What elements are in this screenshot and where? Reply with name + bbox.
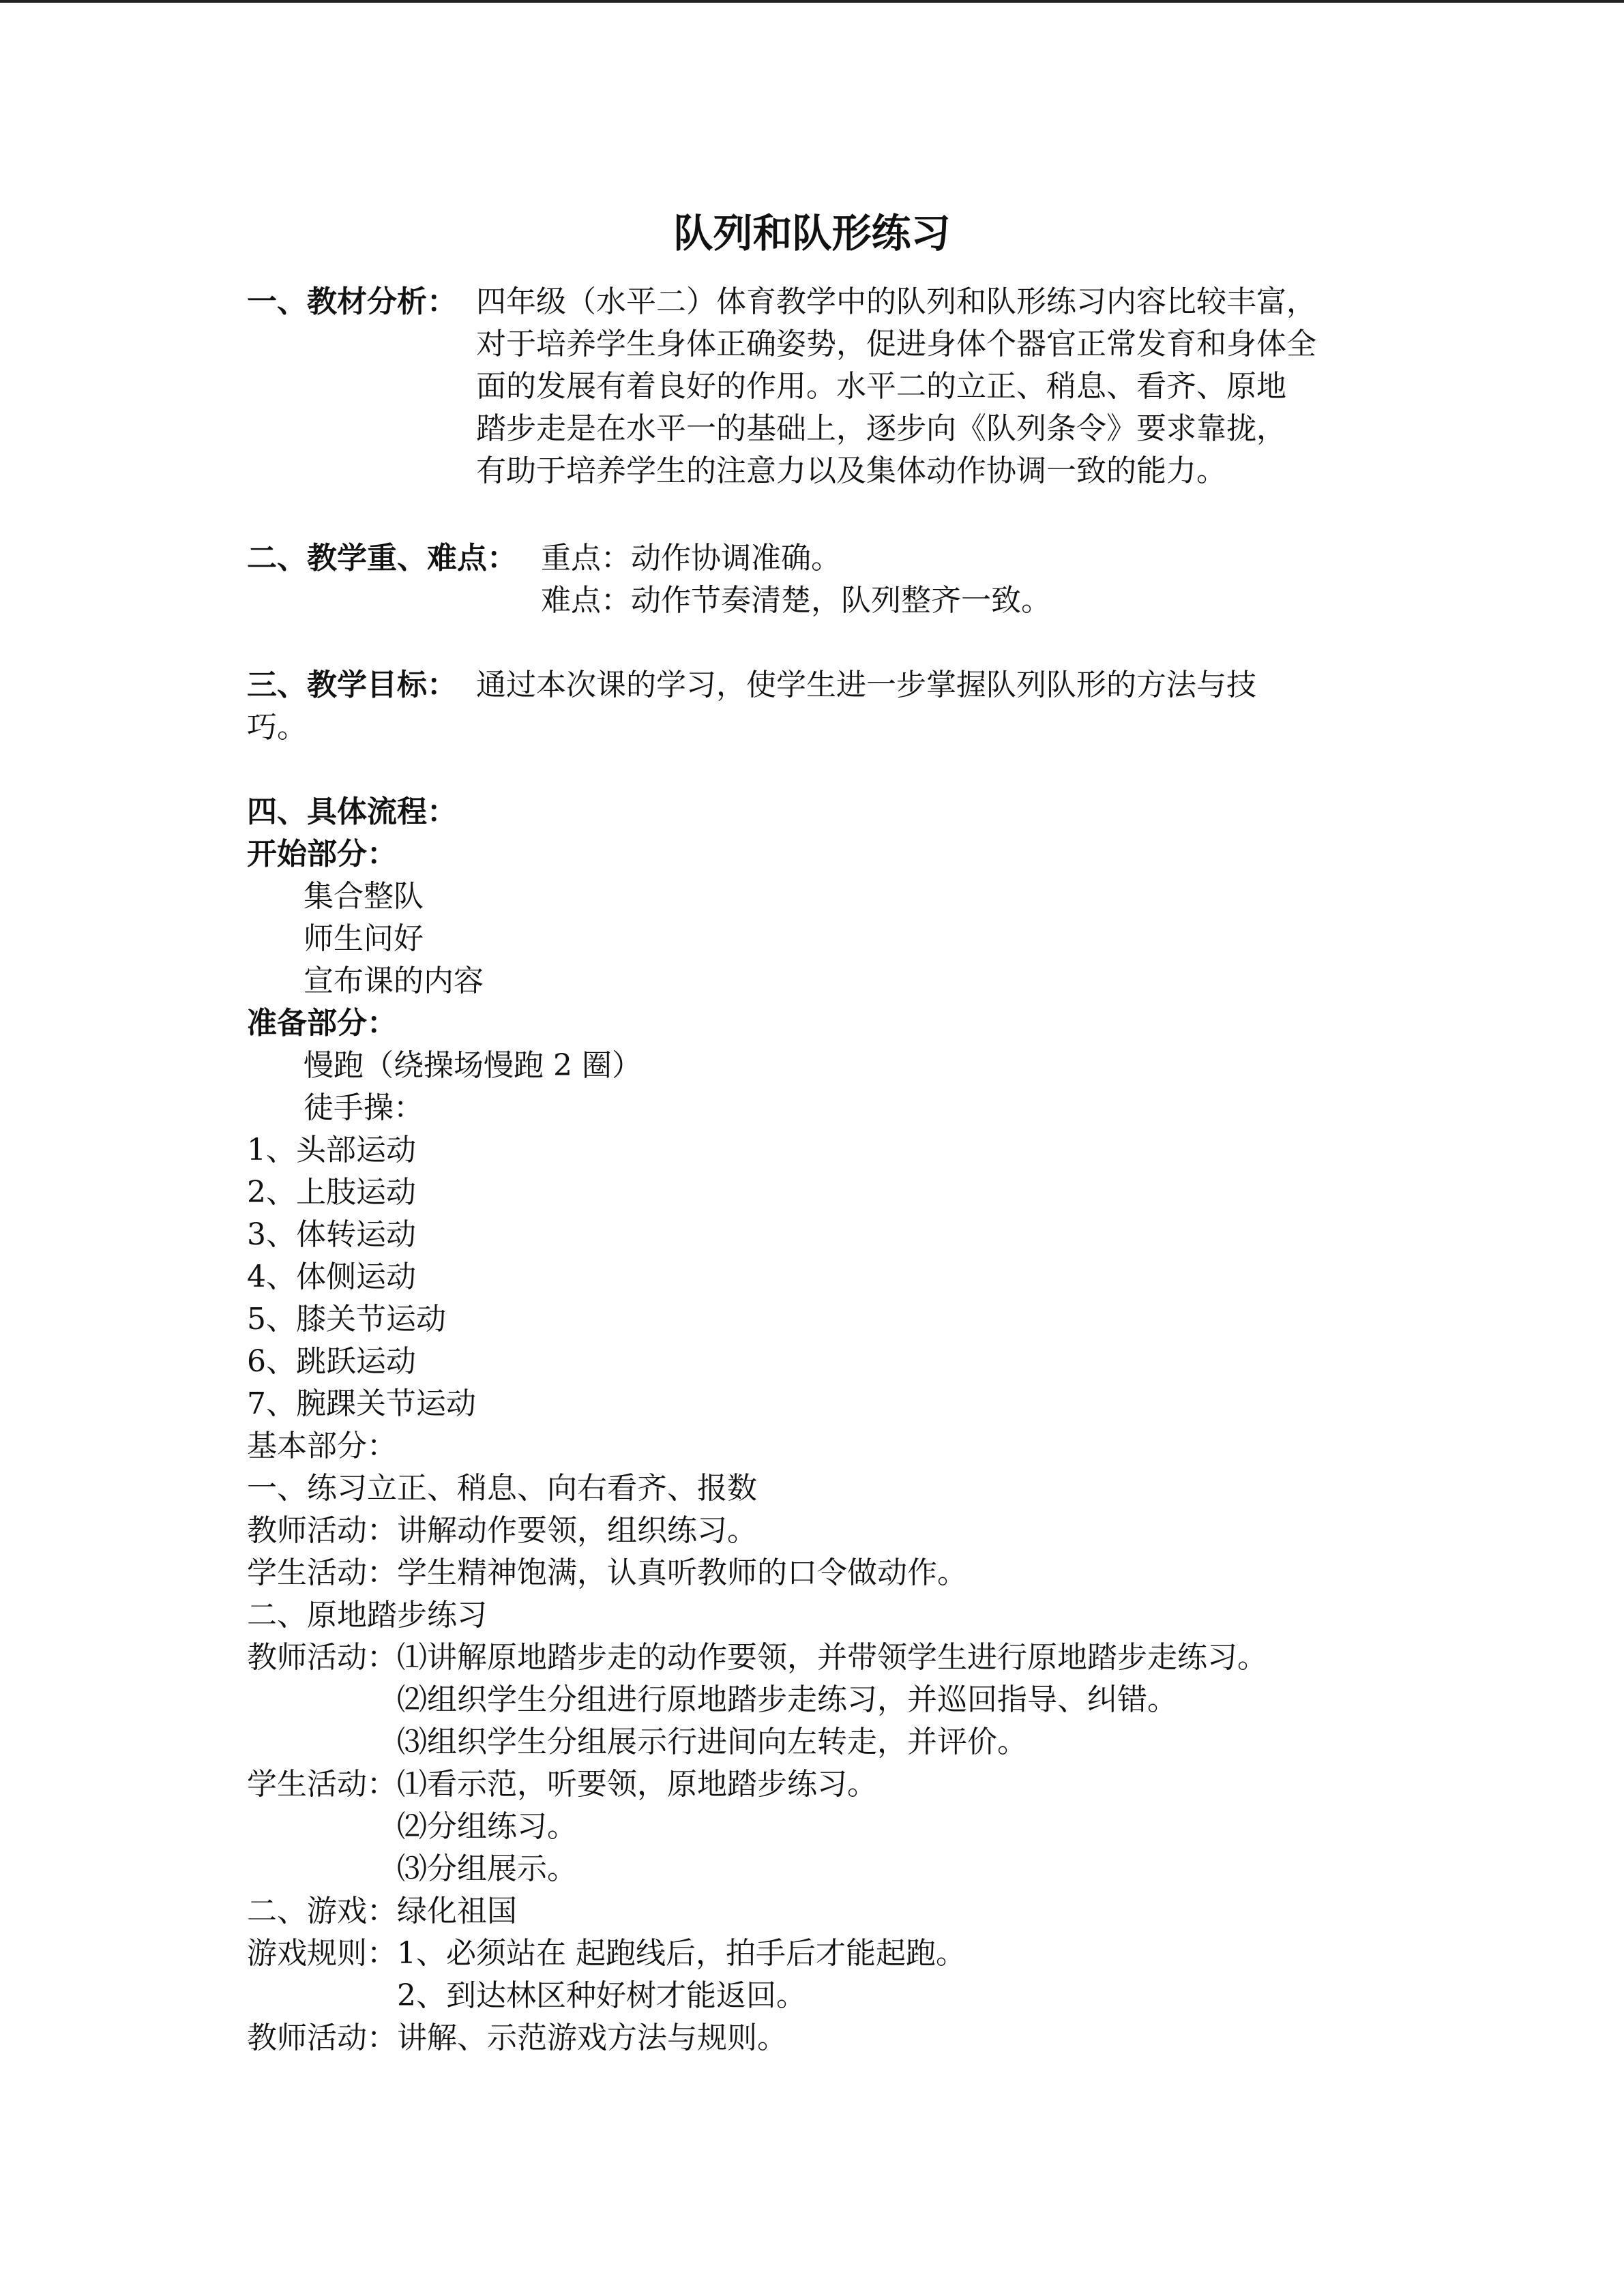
prep-item: 徒手操： (304, 1090, 424, 1125)
section2-label: 二、教学重、难点： (247, 541, 517, 576)
section1-line-4: 踏步走是在水平一的基础上，逐步向《队列条令》要求靠拢， (476, 411, 1286, 446)
exercise-item: 4、体侧运动 (247, 1259, 416, 1294)
section3-line-2: 巧。 (247, 710, 307, 745)
game-rule: 2、到达林区种好树才能返回。 (397, 1978, 806, 2013)
prep-item: 慢跑（绕操场慢跑 2 圈） (304, 1048, 642, 1083)
game-rule: 1、必须站在 起跑线后，拍手后才能起跑。 (397, 1936, 966, 1971)
student-step: ⑴看示范，听要领，原地踏步练习。 (397, 1767, 877, 1802)
student-activity-label: 学生活动： (247, 1767, 397, 1802)
teacher-step: ⑴讲解原地踏步走的动作要领，并带领学生进行原地踏步走练习。 (397, 1640, 1267, 1675)
section1-line-2: 对于培养学生身体正确姿势，促进身体个器官正常发育和身体全 (476, 327, 1316, 361)
student-step: ⑶分组展示。 (397, 1851, 577, 1886)
basic-part1-student: 学生活动：学生精神饱满，认真听教师的口令做动作。 (247, 1555, 967, 1590)
section4-label: 四、具体流程： (247, 794, 457, 829)
start-item: 宣布课的内容 (304, 964, 484, 998)
student-step: ⑵分组练习。 (397, 1809, 577, 1844)
teacher-step: ⑵组织学生分组进行原地踏步走练习，并巡回指导、纠错。 (397, 1682, 1177, 1717)
section1-line-1: 四年级（水平二）体育教学中的队列和队形练习内容比较丰富， (476, 284, 1316, 319)
basic-part1-title: 一、练习立正、稍息、向右看齐、报数 (247, 1471, 757, 1506)
start-item: 师生问好 (304, 921, 424, 956)
basic-part1-teacher: 教师活动：讲解动作要领，组织练习。 (247, 1513, 757, 1548)
section1-line-5: 有助于培养学生的注意力以及集体动作协调一致的能力。 (476, 453, 1226, 488)
exercise-item: 2、上肢运动 (247, 1175, 416, 1210)
section1-label: 一、教材分析： (247, 284, 457, 319)
exercise-item: 1、头部运动 (247, 1133, 416, 1167)
teacher-step: ⑶组织学生分组展示行进间向左转走，并评价。 (397, 1725, 1027, 1759)
prep-part-label: 准备部分： (247, 1006, 397, 1041)
basic-part-label: 基本部分： (247, 1429, 397, 1463)
basic-part2-title: 二、原地踏步练习 (247, 1598, 487, 1632)
page-top-border (0, 0, 1624, 3)
game-title: 二、游戏：绿化祖国 (247, 1894, 517, 1928)
teacher-activity-label: 教师活动： (247, 1640, 397, 1675)
game-rules-label: 游戏规则： (247, 1936, 397, 1971)
section3-label: 三、教学目标： (247, 668, 457, 702)
exercise-item: 5、膝关节运动 (247, 1302, 446, 1337)
page-title: 队列和队形练习 (673, 210, 951, 256)
exercise-item: 3、体转运动 (247, 1217, 416, 1252)
start-item: 集合整队 (304, 879, 424, 914)
section1-line-3: 面的发展有着良好的作用。水平二的立正、稍息、看齐、原地 (476, 369, 1286, 404)
exercise-item: 6、跳跃运动 (247, 1344, 416, 1379)
start-part-label: 开始部分： (247, 837, 397, 871)
section3-line-1: 通过本次课的学习，使学生进一步掌握队列队形的方法与技 (476, 668, 1256, 702)
game-teacher-activity: 教师活动：讲解、示范游戏方法与规则。 (247, 2021, 787, 2055)
exercise-item: 7、腕踝关节运动 (247, 1386, 476, 1421)
key-point: 重点：动作协调准确。 (541, 541, 841, 576)
difficulty-point: 难点：动作节奏清楚，队列整齐一致。 (541, 583, 1051, 618)
